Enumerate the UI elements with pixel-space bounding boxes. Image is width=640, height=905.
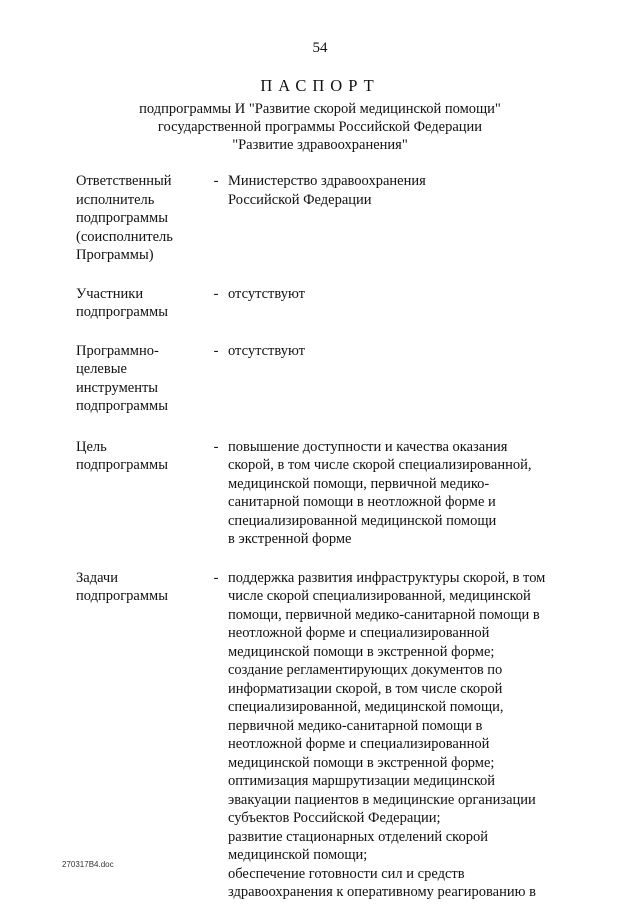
row-label-line: Программы) bbox=[76, 247, 154, 263]
row-value-line: обеспечение готовности сил и средств bbox=[228, 865, 465, 882]
passport-row bbox=[76, 285, 576, 322]
file-reference: 270317В4.doc bbox=[62, 860, 114, 869]
row-value-line: субъектов Российской Федерации; bbox=[228, 810, 441, 826]
row-value-line: оптимизация маршрутизации медицинской bbox=[228, 773, 496, 789]
row-label bbox=[76, 342, 204, 416]
row-dash: - bbox=[213, 569, 219, 586]
subtitle-line: "Развитие здравоохранения" bbox=[232, 137, 408, 153]
subtitle-line: государственной программы Российской Федерации bbox=[157, 119, 483, 135]
row-label bbox=[76, 438, 204, 475]
row-value-line: медицинской помощи в экстренной форме; bbox=[228, 754, 495, 771]
row-value-line: создание регламентирующих документов по bbox=[228, 662, 503, 678]
row-label-line: подпрограммы bbox=[76, 210, 168, 226]
row-value bbox=[228, 172, 554, 209]
row-dash: - bbox=[213, 438, 219, 455]
row-value-line: неотложной форме и специализированной bbox=[228, 736, 490, 752]
row-value-line: санитарной помощи в неотложной форме и bbox=[228, 494, 496, 510]
row-value bbox=[228, 342, 554, 361]
row-value-line: поддержка развития инфраструктуры скорой, в том bbox=[228, 569, 546, 586]
row-dash: - bbox=[213, 285, 219, 302]
row-value-line: медицинской помощи, первичной медико- bbox=[228, 475, 490, 492]
passport-table bbox=[76, 172, 576, 902]
row-value-line: медицинской помощи; bbox=[228, 847, 368, 863]
row-value-line: информатизации скорой, в том числе скорой bbox=[228, 680, 503, 697]
row-dash: - bbox=[213, 173, 219, 189]
row-label-line: Программно- bbox=[76, 342, 159, 359]
row-label-line: Задачи bbox=[76, 569, 118, 586]
row-value-line: помощи, первичной медико-санитарной помощи в bbox=[228, 606, 540, 623]
row-label-line: исполнитель bbox=[76, 191, 155, 208]
row-label-line: Участники bbox=[76, 285, 144, 302]
row-value-line: медицинской помощи в экстренной форме; bbox=[228, 643, 495, 660]
row-label-line: (соисполнитель bbox=[76, 228, 173, 245]
subtitle-line: подпрограммы И "Развитие скорой медицинской помощи" bbox=[139, 101, 501, 117]
row-value bbox=[228, 438, 554, 549]
passport-row bbox=[76, 172, 576, 265]
passport-row bbox=[76, 438, 576, 549]
row-label-line: целевые bbox=[76, 361, 127, 377]
row-value-line: неотложной форме и специализированной bbox=[228, 625, 490, 641]
row-value-line: отсутствуют bbox=[228, 285, 305, 302]
row-label-line: подпрограммы bbox=[76, 304, 168, 320]
row-value-line: Министерство здравоохранения bbox=[228, 173, 426, 189]
page-number: 54 bbox=[312, 40, 328, 56]
passport-row bbox=[76, 342, 576, 416]
document-subtitle bbox=[80, 100, 560, 154]
row-label bbox=[76, 172, 204, 265]
row-value-line: Российской Федерации bbox=[228, 191, 372, 208]
row-value-line: отсутствуют bbox=[228, 342, 305, 359]
row-value-line: эвакуации пациентов в медицинские организации bbox=[228, 791, 536, 808]
row-value-line: в экстренной форме bbox=[228, 531, 352, 547]
row-value bbox=[228, 285, 554, 304]
row-label bbox=[76, 569, 204, 606]
row-value-line: первичной медико-санитарной помощи в bbox=[228, 717, 483, 734]
row-value-line: скорой, в том числе скорой специализированной, bbox=[228, 457, 532, 473]
row-label-line: подпрограммы bbox=[76, 457, 168, 473]
row-value-line: повышение доступности и качества оказания bbox=[228, 438, 508, 455]
row-value-line: специализированной, медицинской помощи, bbox=[228, 699, 504, 715]
row-label-line: подпрограммы bbox=[76, 398, 168, 414]
row-label-line: подпрограммы bbox=[76, 588, 168, 604]
row-label-line: Цель bbox=[76, 438, 107, 455]
row-value bbox=[228, 569, 554, 902]
row-value-line: развитие стационарных отделений скорой bbox=[228, 828, 489, 845]
row-label bbox=[76, 285, 204, 322]
row-dash: - bbox=[213, 342, 219, 359]
row-value-line: здравоохранения к оперативному реагированию в bbox=[228, 884, 536, 900]
row-label-line: инструменты bbox=[76, 379, 159, 396]
row-value-line: специализированной медицинской помощи bbox=[228, 512, 497, 529]
row-label-line: Ответственный bbox=[76, 173, 172, 189]
row-value-line: числе скорой специализированной, медицинской bbox=[228, 588, 531, 604]
document-title: ПАСПОРТ bbox=[260, 76, 380, 95]
passport-row bbox=[76, 569, 576, 902]
